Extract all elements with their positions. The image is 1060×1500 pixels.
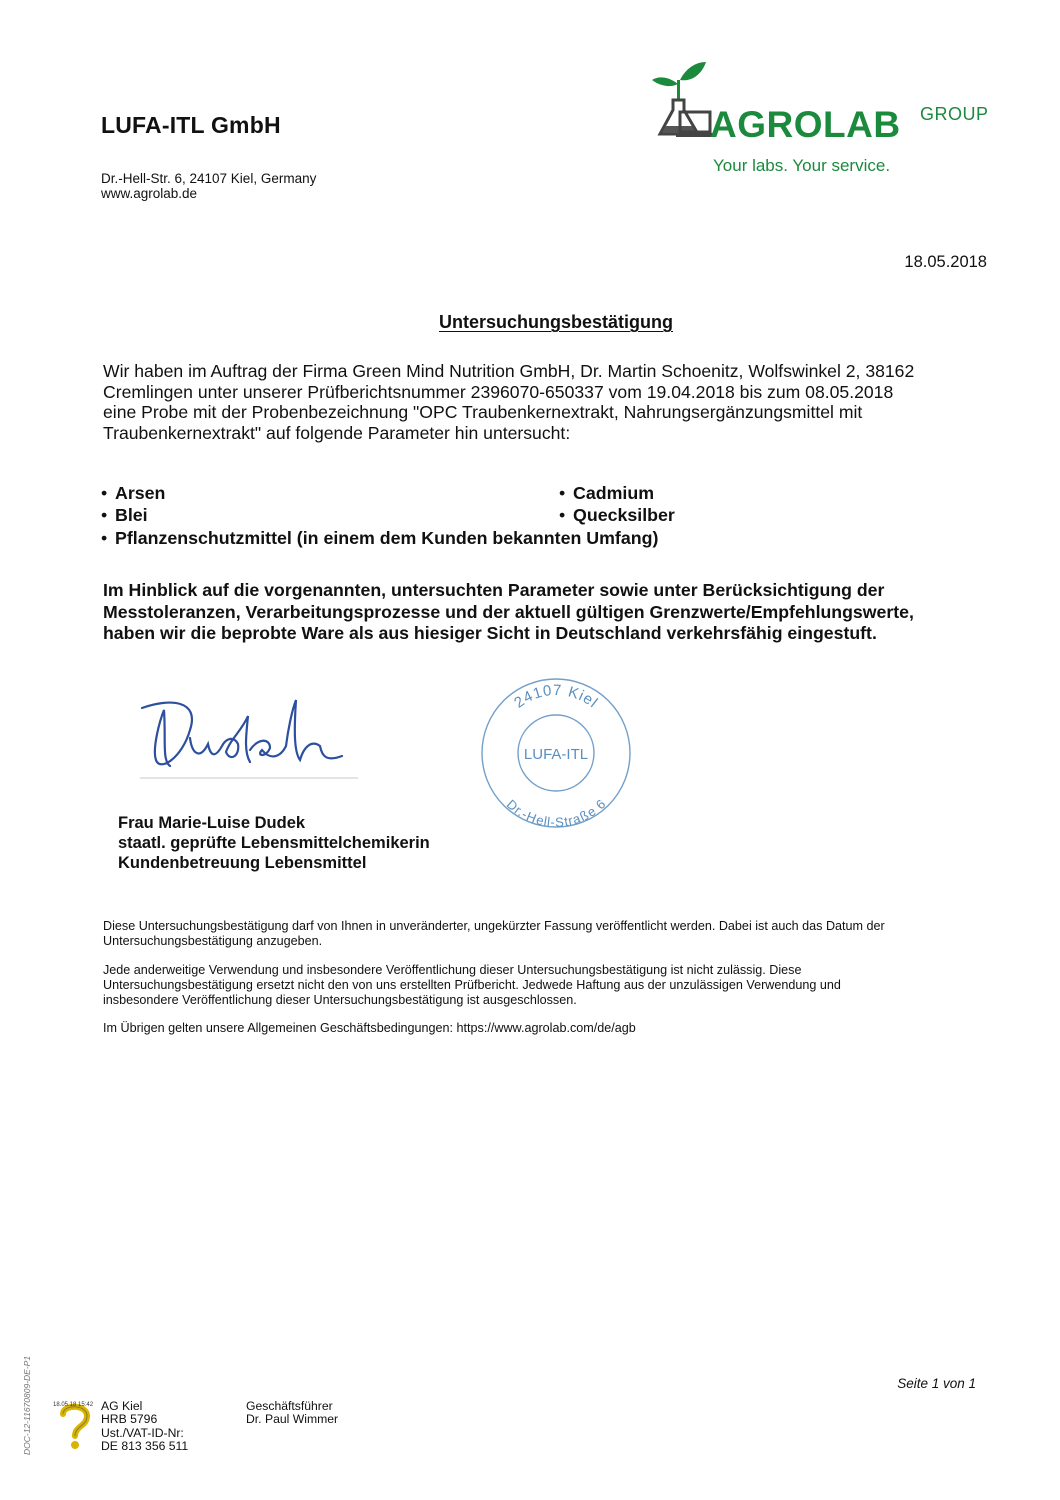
body-line: eine Probe mit der Probenbezeichnung "OPC Traubenkernextrakt, Nahrungsergänzungsmittel mit [103, 402, 863, 422]
parameter-item [101, 482, 165, 504]
bullet: • [559, 483, 566, 503]
document-title: Untersuchungsbestätigung [438, 312, 673, 332]
footer-director-label: Geschäftsführer [246, 1399, 333, 1413]
footer-vat-number: DE 813 356 511 [101, 1438, 189, 1453]
parameter-label: Cadmium [573, 483, 655, 503]
bullet: • [101, 505, 108, 525]
parameter-label: Quecksilber [573, 505, 675, 525]
address-website: www.agrolab.de [101, 186, 198, 201]
signer-block [118, 813, 430, 873]
bullet: • [559, 505, 566, 525]
address-street: Dr.-Hell-Str. 6, 24107 Kiel, Germany [101, 171, 317, 186]
stamp-center-text: LUFA-ITL [523, 746, 589, 763]
body-line: Cremlingen unter unserer Prüfberichtsnummer 2396070-650337 vom 19.04.2018 bis zum 08.05.2018 [103, 381, 894, 402]
logo-slogan: Your labs. Your service. [713, 156, 891, 175]
stamp-top-text: 24107 Kiel [511, 681, 602, 712]
logo-suffix: GROUP [920, 104, 989, 124]
company-name: LUFA-ITL GmbH [101, 112, 281, 138]
disclaimer-section [103, 919, 1003, 1050]
svg-text:Dr.-Hell-Straße 6 [504, 796, 609, 829]
stamp-bottom-text: Dr.-Hell-Straße 6 [503, 796, 609, 830]
footer-vat-label: Ust./VAT-ID-Nr: [101, 1425, 184, 1440]
body-line: Traubenkernextrakt" auf folgende Parameter hin untersucht: [103, 422, 571, 443]
footer-hrb: HRB 5796 [101, 1412, 158, 1427]
conclusion-line: Im Hinblick auf die vorgenannten, untersuchten Parameter sowie unter Berücksichtigung der [103, 580, 885, 600]
disclaimer-line: Diese Untersuchungsbestätigung darf von Ihnen in unveränderter, ungekürzter Fassung veröffentlicht werden. Dabei ist auch das Datum der [103, 919, 885, 933]
disclaimer-line: Jede anderweitige Verwendung und insbesondere Veröffentlichung dieser Untersuchungsbestätigung ist nicht zulässig. Diese [103, 962, 802, 977]
footer-timestamp: 18.05.18 15:42 [53, 1402, 94, 1408]
footer-registration [101, 1400, 188, 1453]
body-line: Wir haben im Auftrag der Firma Green Mind Nutrition GmbH, Dr. Martin Schoenitz, Wolfswinkel 2, 38162 [103, 361, 915, 381]
parameter-item [101, 527, 658, 549]
bullet: • [101, 483, 108, 503]
parameter-item [559, 482, 654, 504]
company-address [101, 171, 316, 201]
page-number: Seite 1 von 1 [897, 1376, 976, 1391]
disclaimer-paragraph [103, 1021, 1003, 1036]
disclaimer-line: insbesondere Veröffentlichung dieser Untersuchungsbestätigung ist ausgeschlossen. [103, 993, 577, 1008]
disclaimer-paragraph [103, 919, 1003, 950]
signer-department: Kundenbetreuung Lebensmittel [118, 854, 367, 872]
logo-brand: AGROLAB [710, 104, 901, 145]
document-date: 18.05.2018 [904, 253, 987, 271]
parameter-label: Arsen [115, 483, 166, 503]
agrolab-logo [640, 56, 1010, 181]
parameter-label: Pflanzenschutzmittel (in einem dem Kunden bekannten Umfang) [115, 528, 659, 548]
handwritten-signature [130, 680, 370, 790]
disclaimer-line: Im Übrigen gelten unsere Allgemeinen Geschäftsbedingungen: https://www.agrolab.com/de/agb [103, 1021, 636, 1036]
disclaimer-line: Untersuchungsbestätigung ersetzt nicht den von uns erstellten Prüfbericht. Jedwede Haftung aus der unzulässigen Verwendung und [103, 977, 841, 992]
bullet: • [101, 528, 108, 548]
parameter-item [559, 504, 675, 526]
parameter-item [101, 504, 148, 526]
question-mark-icon [53, 1400, 97, 1452]
conclusion-line: Messtoleranzen, Verarbeitungsprozesse und der aktuell gültigen Grenzwerte/Empfehlungswerte, [103, 601, 914, 622]
company-stamp [476, 673, 636, 833]
disclaimer-paragraph [103, 963, 1003, 1009]
footer-director-name: Dr. Paul Wimmer [246, 1412, 339, 1427]
conclusion-line: haben wir die beprobte Ware als aus hiesiger Sicht in Deutschland verkehrsfähig eingestuft. [103, 623, 877, 643]
signer-qualification: staatl. geprüfte Lebensmittelchemikerin [118, 834, 430, 852]
body-paragraph [103, 361, 1013, 443]
plant-flask-laptop-icon [646, 56, 716, 146]
footer-management [246, 1400, 338, 1427]
conclusion-paragraph [103, 580, 1023, 645]
document-code: DOC-12-11670809-DE-P1 [22, 1355, 32, 1455]
footer-court: AG Kiel [101, 1399, 143, 1413]
disclaimer-line: Untersuchungsbestätigung anzugeben. [103, 934, 323, 949]
signer-name: Frau Marie-Luise Dudek [118, 814, 306, 832]
parameter-label: Blei [115, 505, 148, 525]
